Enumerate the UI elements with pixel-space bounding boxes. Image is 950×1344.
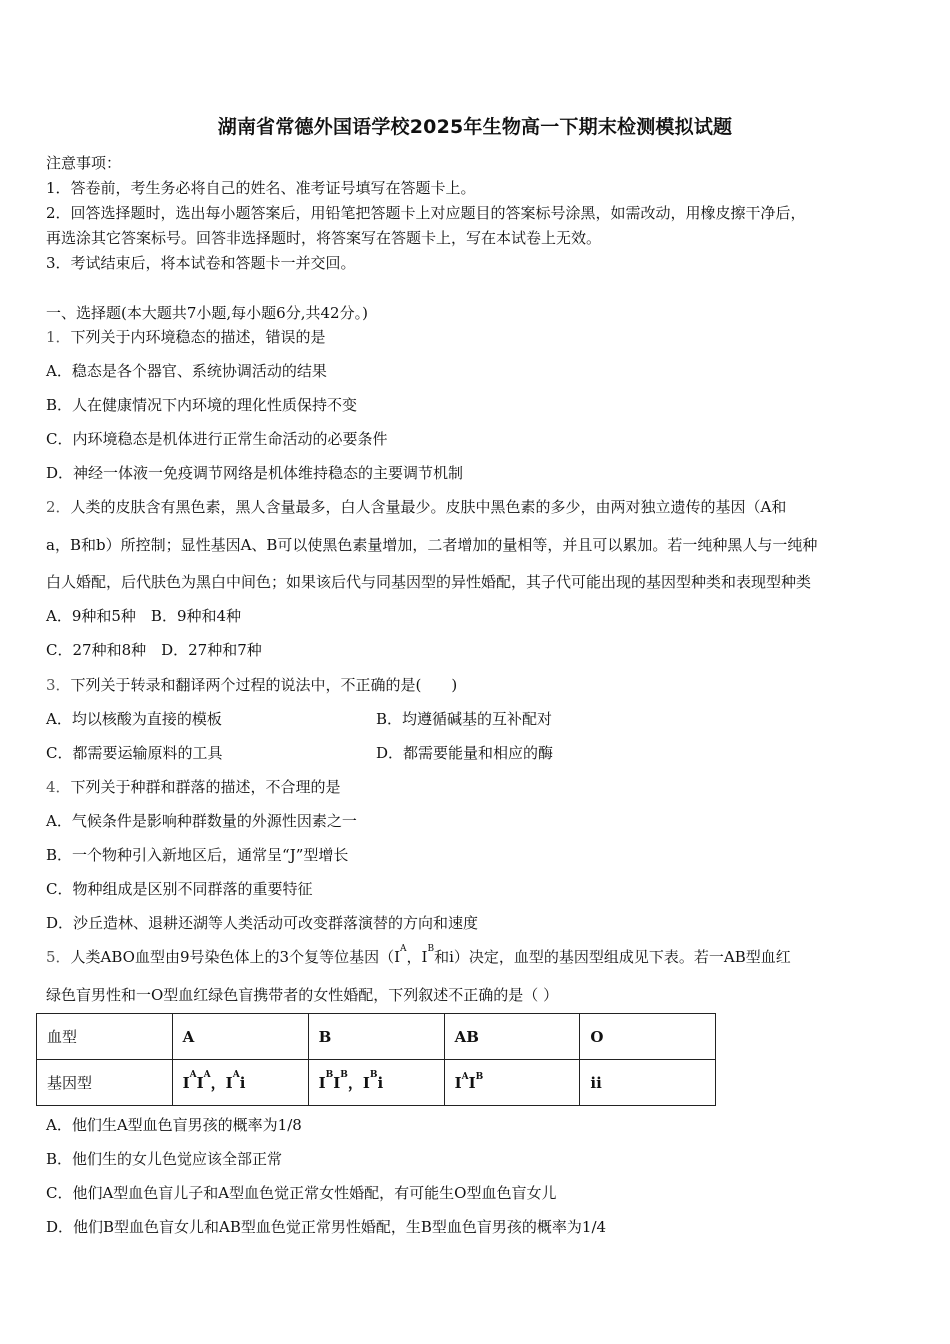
genotype-cell-o: ii bbox=[580, 1060, 716, 1106]
notice-item-2-cont: 再选涂其它答案标号。回答非选择题时，将答案写在答题卡上，写在本试卷上无效。 bbox=[46, 229, 602, 247]
notice-item-2: 2．回答选择题时，选出每小题答案后，用铅笔把答题卡上对应题目的答案标号涂黑，如需改动，用橡皮擦干净后， bbox=[46, 204, 806, 222]
question-4-stem bbox=[46, 776, 341, 797]
q4-option-a: A．气候条件是影响种群数量的外源性因素之一 bbox=[46, 812, 357, 830]
question-text: 下列关于内环境稳态的描述，错误的是 bbox=[70, 328, 326, 346]
question-text: 人类ABO血型由9号染色体上的3个复等位基因（I bbox=[70, 948, 400, 966]
question-text: 下列关于转录和翻译两个过程的说法中，不正确的是( ) bbox=[70, 676, 458, 694]
q2-options-cd: C．27种和8种 D．27种和7种 bbox=[46, 641, 262, 659]
section-heading: 一、选择题(本大题共7小题,每小题6分,共42分。) bbox=[46, 304, 368, 322]
question-3-stem bbox=[46, 674, 457, 695]
page-title: 湖南省常德外国语学校2025年生物高一下期末检测模拟试题 bbox=[217, 116, 733, 138]
table-row bbox=[37, 1014, 716, 1060]
question-5-stem-line-2: 绿色盲男性和一O型血红绿色盲携带者的女性婚配，下列叙述不正确的是（ ） bbox=[46, 986, 559, 1004]
table-header-cell: A bbox=[172, 1014, 308, 1060]
question-text: ，I bbox=[406, 948, 428, 966]
notice-heading: 注意事项： bbox=[46, 154, 122, 172]
allele-superscript-b: B bbox=[427, 944, 435, 954]
question-2-stem-line-2: a，B和b）所控制；显性基因A、B可以使黑色素量增加，二者增加的量相等，并且可以累加。若一纯种黑人与一纯种 bbox=[46, 536, 818, 554]
question-number: 4． bbox=[46, 778, 71, 796]
genotype-cell-a: $I^AI^A$，$I^Ai$ bbox=[172, 1060, 308, 1106]
question-number: 5． bbox=[46, 948, 71, 966]
q5-option-c: C．他们A型血色盲儿子和A型血色觉正常女性婚配，有可能生O型血色盲女儿 bbox=[46, 1184, 557, 1202]
question-number: 2． bbox=[46, 498, 71, 516]
table-cell-label: 基因型 bbox=[37, 1060, 173, 1106]
table-header-cell: B bbox=[308, 1014, 444, 1060]
question-2-stem-line-1 bbox=[46, 496, 786, 517]
question-1-stem bbox=[46, 326, 326, 347]
notice-item-1: 1．答卷前，考生务必将自己的姓名、准考证号填写在答题卡上。 bbox=[46, 179, 476, 197]
question-text: 人类的皮肤含有黑色素，黑人含量最多，白人含量最少。皮肤中黑色素的多少，由两对独立遗传的基因（A和 bbox=[70, 498, 787, 516]
q1-option-c: C．内环境稳态是机体进行正常生命活动的必要条件 bbox=[46, 430, 388, 448]
q5-option-a: A．他们生A型血色盲男孩的概率为1/8 bbox=[46, 1116, 302, 1134]
question-5-stem-line-1 bbox=[46, 946, 791, 967]
table-header-cell: 血型 bbox=[37, 1014, 173, 1060]
table-row bbox=[37, 1060, 716, 1106]
q4-option-d: D．沙丘造林、退耕还湖等人类活动可改变群落演替的方向和速度 bbox=[46, 914, 479, 932]
q3-option-a: A．均以核酸为直接的模板 bbox=[46, 710, 222, 728]
q4-option-c: C．物种组成是区别不同群落的重要特征 bbox=[46, 880, 313, 898]
q5-option-b: B．他们生的女儿色觉应该全部正常 bbox=[46, 1150, 283, 1168]
question-number: 3． bbox=[46, 676, 71, 694]
question-number: 1． bbox=[46, 328, 71, 346]
notice-item-3: 3．考试结束后，将本试卷和答题卡一并交回。 bbox=[46, 254, 356, 272]
allele-superscript-a: A bbox=[400, 944, 407, 954]
table-header-cell: O bbox=[580, 1014, 716, 1060]
q3-option-b: B．均遵循碱基的互补配对 bbox=[376, 710, 553, 728]
genotype-cell-b: $I^BI^B$，$I^Bi$ bbox=[308, 1060, 444, 1106]
q1-option-a: A．稳态是各个器官、系统协调活动的结果 bbox=[46, 362, 327, 380]
question-text: 和i）决定，血型的基因型组成见下表。若一AB型血红 bbox=[434, 948, 791, 966]
question-text: 下列关于种群和群落的描述，不合理的是 bbox=[70, 778, 341, 796]
table-header-cell: AB bbox=[444, 1014, 580, 1060]
q2-options-ab: A．9种和5种 B．9种和4种 bbox=[46, 607, 242, 625]
question-2-stem-line-3: 白人婚配，后代肤色为黑白中间色；如果该后代与同基因型的异性婚配，其子代可能出现的基因型种类和表现型种类 bbox=[46, 573, 812, 591]
blood-type-table bbox=[36, 1013, 716, 1106]
q4-option-b: B．一个物种引入新地区后，通常呈“J”型增长 bbox=[46, 846, 349, 864]
genotype-cell-ab: $I^AI^B$ bbox=[444, 1060, 580, 1106]
q3-option-c: C．都需要运输原料的工具 bbox=[46, 744, 223, 762]
q1-option-b: B．人在健康情况下内环境的理化性质保持不变 bbox=[46, 396, 358, 414]
q3-option-d: D．都需要能量和相应的酶 bbox=[376, 744, 554, 762]
q1-option-d: D．神经一体液一免疫调节网络是机体维持稳态的主要调节机制 bbox=[46, 464, 464, 482]
q5-option-d: D．他们B型血色盲女儿和AB型血色觉正常男性婚配，生B型血色盲男孩的概率为1/4 bbox=[46, 1218, 607, 1236]
